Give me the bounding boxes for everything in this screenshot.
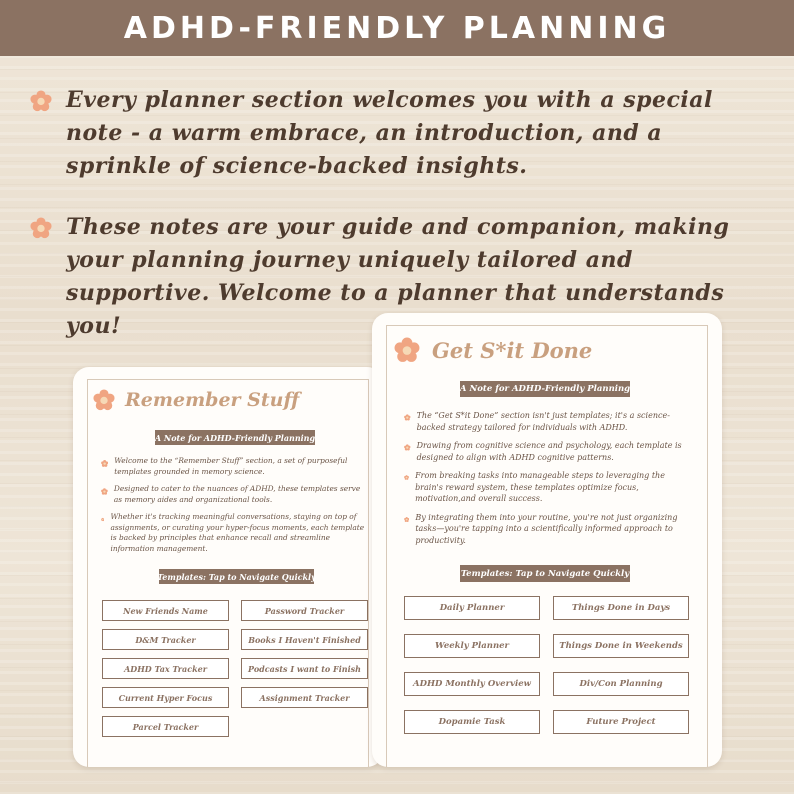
dm-tracker-button[interactable]: D&M Tracker: [102, 629, 229, 650]
parcel-tracker-button[interactable]: Parcel Tracker: [102, 716, 229, 737]
note-tag: A Note for ADHD-Friendly Planning: [155, 430, 315, 445]
note-list: [404, 410, 694, 546]
adhd-tax-tracker-button[interactable]: ADHD Tax Tracker: [102, 658, 229, 679]
note-text: The “Get S*it Done” section isn't just templates; it's a science-backed strategy tailored for individuals with ADHD.: [416, 411, 670, 432]
flower-icon: [394, 337, 420, 363]
card-title: Get S*it Done: [432, 337, 593, 363]
template-button-grid: [404, 596, 689, 734]
flower-icon: [404, 442, 411, 453]
assignment-tracker-button[interactable]: Assignment Tracker: [241, 687, 368, 708]
note-item: [404, 470, 694, 505]
weekly-planner-button[interactable]: Weekly Planner: [404, 634, 540, 658]
intro-bullet: [30, 84, 770, 183]
flower-icon: [30, 217, 52, 239]
adhd-monthly-overview-button[interactable]: ADHD Monthly Overview: [404, 672, 540, 696]
dopamine-task-button[interactable]: Dopamie Task: [404, 710, 540, 734]
nav-tag: Templates: Tap to Navigate Quickly: [159, 569, 314, 584]
note-text: Designed to cater to the nuances of ADHD, these templates serve as memory aides and organizational tools.: [113, 484, 361, 504]
remember-stuff-card: [73, 367, 383, 767]
flower-icon: [101, 486, 108, 497]
flower-icon: [404, 472, 409, 483]
page-title: ADHD-FRIENDLY PLANNING: [123, 10, 671, 46]
nav-tag: Templates: Tap to Navigate Quickly: [460, 565, 630, 582]
note-item: [404, 440, 694, 463]
header-banner: [0, 0, 794, 56]
flower-icon: [93, 389, 115, 411]
password-tracker-button[interactable]: Password Tracker: [241, 600, 368, 621]
new-friends-name-button[interactable]: New Friends Name: [102, 600, 229, 621]
daily-planner-button[interactable]: Daily Planner: [404, 596, 540, 620]
card-header: [394, 337, 592, 363]
note-tag: A Note for ADHD-Friendly Planning: [460, 381, 630, 397]
flower-icon: [404, 514, 409, 525]
div-con-planning-button[interactable]: Div/Con Planning: [553, 672, 689, 696]
books-unfinished-button[interactable]: Books I Haven't Finished: [241, 629, 368, 650]
note-text: Drawing from cognitive science and psychology, each template is designed to align with ADHD cognitive patterns.: [416, 441, 682, 462]
note-text: Welcome to the “Remember Stuff” section, a set of purposeful templates grounded in memory science.: [114, 456, 348, 476]
things-done-days-button[interactable]: Things Done in Days: [553, 596, 689, 620]
things-done-weekends-button[interactable]: Things Done in Weekends: [553, 634, 689, 658]
note-text: By integrating them into your routine, you're not just organizing tasks—you're tapping into a scientifically informed approach to productivity.: [415, 512, 678, 545]
template-button-grid: [102, 600, 368, 737]
note-text: Whether it's tracking meaningful conversations, staying on top of assignments, or curating your hyper-focus moments, each template is backed by principles that enhance recall and streamline information management.: [110, 512, 365, 553]
flower-icon: [404, 412, 411, 423]
current-hyper-focus-button[interactable]: Current Hyper Focus: [102, 687, 229, 708]
flower-icon: [101, 458, 108, 469]
note-item: [101, 456, 369, 477]
note-item: [101, 512, 369, 554]
intro-text: These notes are your guide and companion, making your planning journey uniquely tailored and supportive. Welcome to a planner that understands you!: [66, 214, 730, 339]
future-project-button[interactable]: Future Project: [553, 710, 689, 734]
get-it-done-card: [372, 313, 722, 767]
flower-icon: [101, 514, 104, 525]
podcasts-button[interactable]: Podcasts I want to Finish: [241, 658, 368, 679]
flower-icon: [30, 90, 52, 112]
note-item: [101, 484, 369, 505]
note-item: [404, 410, 694, 433]
note-list: [101, 456, 369, 554]
card-title: Remember Stuff: [125, 389, 300, 411]
card-header: [93, 389, 299, 411]
note-text: From breaking tasks into manageable steps to leveraging the brain's reward system, these templates optimize focus, motivation,and overall success.: [415, 471, 665, 503]
intro-text: Every planner section welcomes you with a special note - a warm embrace, an introduction, and a sprinkle of science-backed insights.: [66, 87, 713, 179]
note-item: [404, 512, 694, 547]
